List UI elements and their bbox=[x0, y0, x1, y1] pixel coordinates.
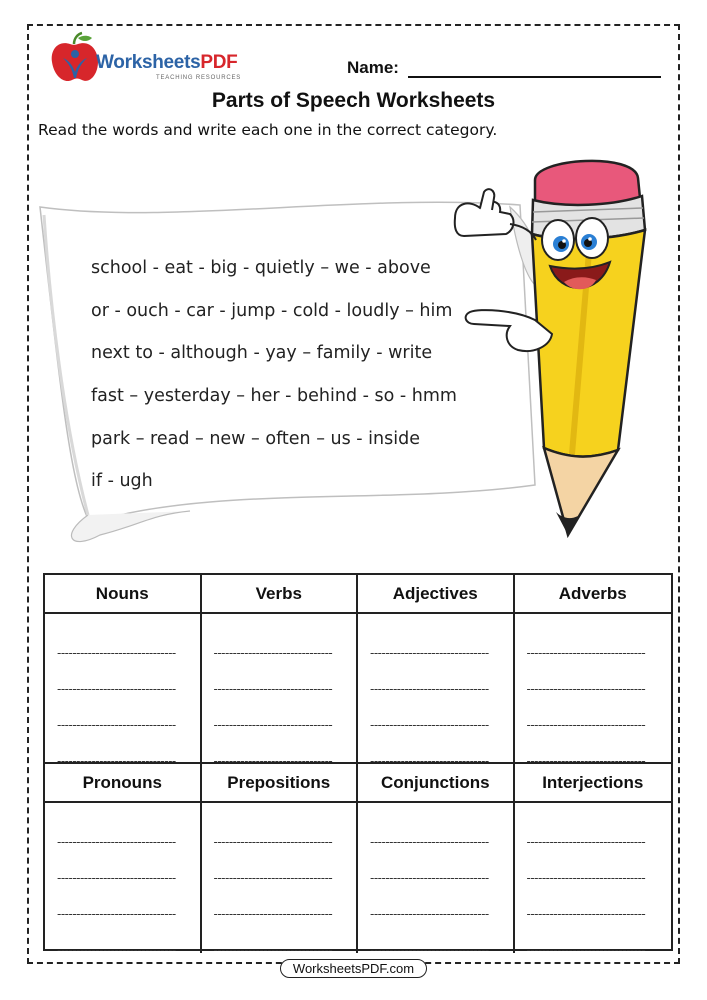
category-header-adjectives: Adjectives bbox=[358, 575, 515, 614]
answer-line[interactable]: ------------------------------- bbox=[213, 907, 333, 921]
answer-line[interactable]: ------------------------------- bbox=[370, 835, 489, 849]
answer-line[interactable]: ------------------------------- bbox=[526, 871, 646, 885]
answer-line[interactable]: ------------------------------- bbox=[213, 682, 333, 696]
answer-cell-adjectives[interactable] bbox=[358, 614, 515, 768]
footer bbox=[0, 958, 707, 978]
category-header-pronouns: Pronouns bbox=[45, 764, 202, 803]
answer-line[interactable]: ------------------------------- bbox=[57, 871, 176, 885]
answer-line[interactable]: ------------------------------- bbox=[213, 646, 333, 660]
word-line: park – read – new – often – us - inside bbox=[91, 428, 420, 449]
answer-line[interactable]: ------------------------------- bbox=[370, 682, 489, 696]
category-header-prepositions: Prepositions bbox=[202, 764, 359, 803]
logo-tagline: TEACHING RESOURCES bbox=[156, 75, 242, 81]
answer-line[interactable]: ------------------------------- bbox=[213, 835, 333, 849]
word-line: if - ugh bbox=[91, 471, 153, 492]
category-header-verbs: Verbs bbox=[202, 575, 359, 614]
answer-cell-nouns[interactable] bbox=[45, 614, 202, 768]
name-label: Name: bbox=[347, 58, 399, 77]
answer-line[interactable]: ------------------------------- bbox=[526, 646, 646, 660]
footer-site-badge[interactable]: WorksheetsPDF.com bbox=[280, 959, 427, 978]
answer-cell-verbs[interactable] bbox=[202, 614, 359, 768]
answer-line[interactable]: ------------------------------- bbox=[526, 718, 646, 732]
answer-cell-prepositions[interactable] bbox=[202, 803, 359, 957]
instructions: Read the words and write each one in the correct category. bbox=[38, 121, 498, 139]
answer-line[interactable]: ------------------------------- bbox=[526, 835, 646, 849]
category-header-conjunctions: Conjunctions bbox=[358, 764, 515, 803]
answer-cell-pronouns[interactable] bbox=[45, 803, 202, 957]
page-title: Parts of Speech Worksheets bbox=[211, 89, 496, 112]
answer-line[interactable]: ------------------------------- bbox=[57, 718, 176, 732]
answer-line[interactable]: ------------------------------- bbox=[213, 718, 333, 732]
answer-line[interactable]: ------------------------------- bbox=[57, 754, 176, 768]
word-line: next to - although - yay – family - write bbox=[91, 343, 433, 364]
answer-line[interactable]: ------------------------------- bbox=[213, 754, 333, 768]
answer-line[interactable]: ------------------------------- bbox=[370, 754, 489, 768]
answer-line[interactable]: ------------------------------- bbox=[526, 943, 646, 957]
word-line: or - ouch - car - jump - cold - loudly – him bbox=[91, 300, 453, 321]
answer-line[interactable]: ------------------------------- bbox=[370, 907, 489, 921]
category-table bbox=[43, 573, 673, 957]
answer-line[interactable]: ------------------------------- bbox=[370, 646, 489, 660]
answer-line[interactable]: ------------------------------- bbox=[213, 871, 333, 885]
word-line: school - eat - big - quietly – we - above bbox=[91, 258, 431, 278]
answer-cell-interjections[interactable] bbox=[515, 803, 672, 957]
answer-line[interactable]: ------------------------------- bbox=[370, 943, 489, 957]
category-header-adverbs: Adverbs bbox=[515, 575, 672, 614]
pencil-mascot-icon bbox=[440, 150, 660, 550]
answer-line[interactable]: ------------------------------- bbox=[57, 646, 176, 660]
word-bank bbox=[91, 258, 457, 514]
answer-line[interactable]: ------------------------------- bbox=[526, 907, 646, 921]
answer-line[interactable]: ------------------------------- bbox=[57, 943, 176, 957]
category-header-nouns: Nouns bbox=[45, 575, 202, 614]
logo-wordmark: WorksheetsPDF bbox=[96, 52, 238, 73]
category-header-interjections: Interjections bbox=[515, 764, 672, 803]
answer-line[interactable]: ------------------------------- bbox=[526, 754, 646, 768]
answer-line[interactable]: ------------------------------- bbox=[213, 943, 333, 957]
name-write-line[interactable] bbox=[408, 76, 661, 78]
answer-line[interactable]: ------------------------------- bbox=[57, 682, 176, 696]
answer-line[interactable]: ------------------------------- bbox=[526, 682, 646, 696]
answer-cell-conjunctions[interactable] bbox=[358, 803, 515, 957]
answer-line[interactable]: ------------------------------- bbox=[370, 718, 489, 732]
answer-line[interactable]: ------------------------------- bbox=[57, 835, 176, 849]
answer-line[interactable]: ------------------------------- bbox=[57, 907, 176, 921]
word-line: fast – yesterday – her - behind - so - hmm bbox=[91, 386, 457, 407]
answer-cell-adverbs[interactable] bbox=[515, 614, 672, 768]
answer-line[interactable]: ------------------------------- bbox=[370, 871, 489, 885]
